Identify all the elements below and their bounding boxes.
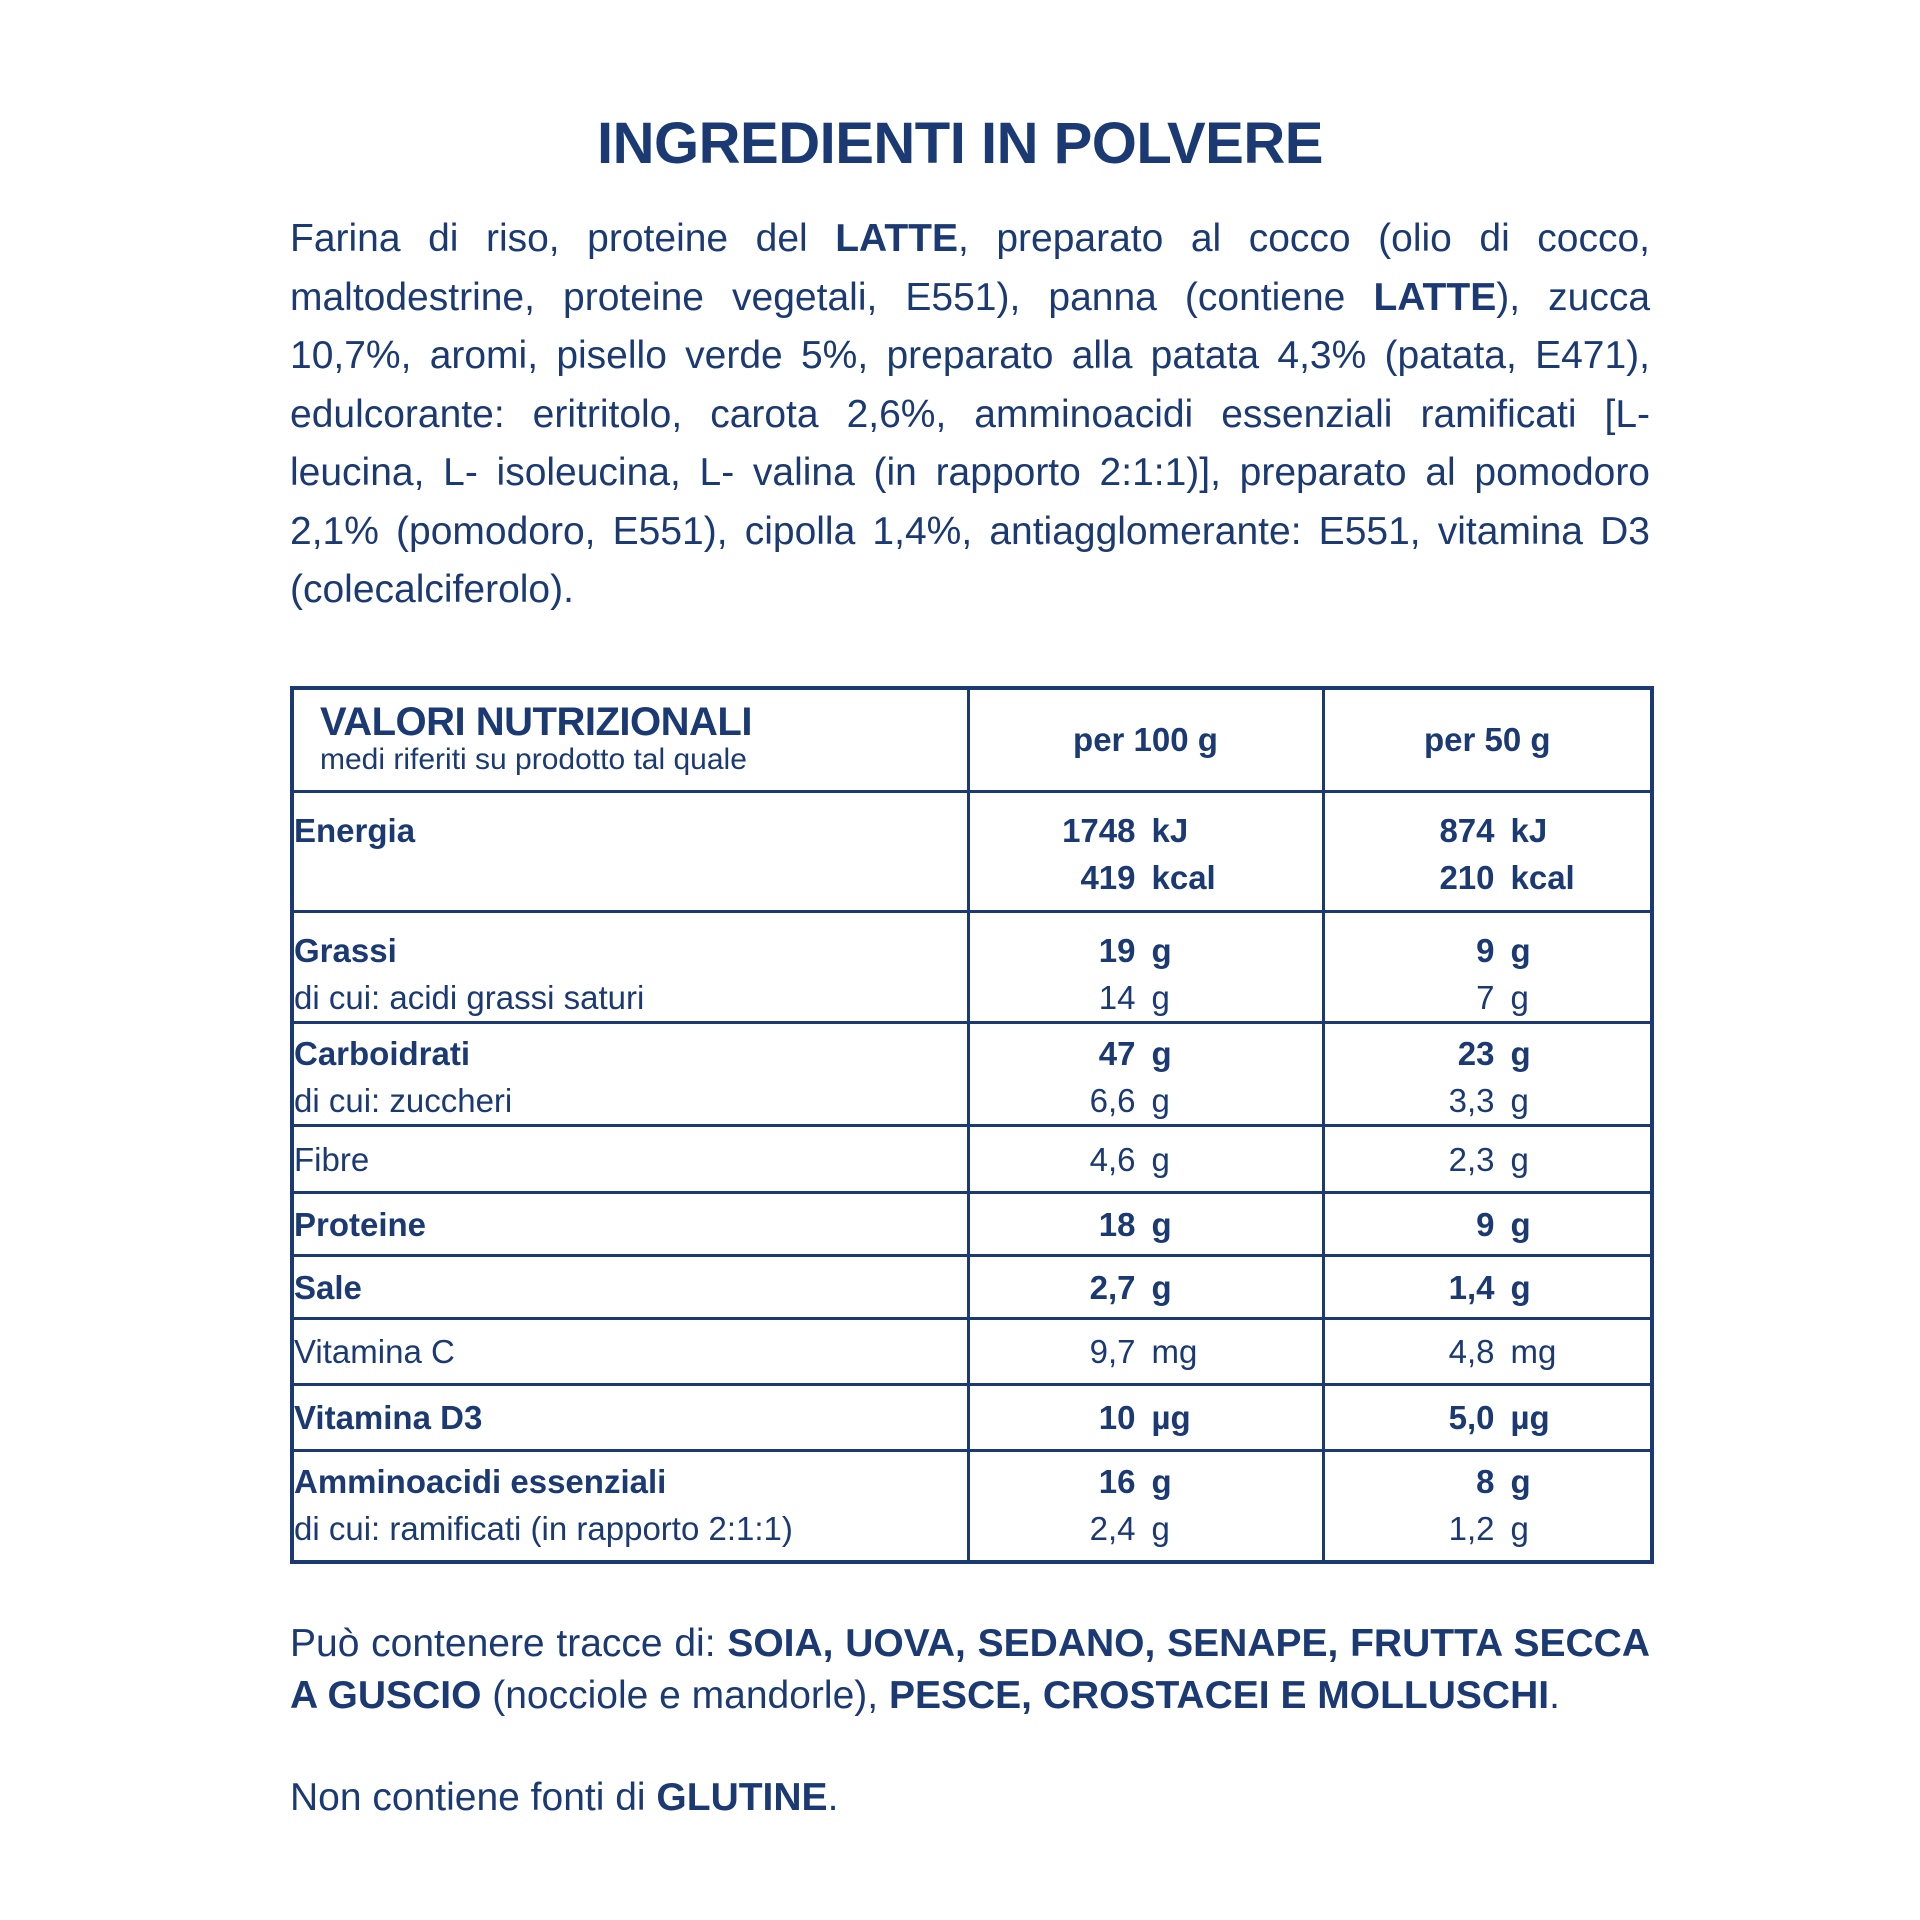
table-subtitle: medi riferiti su prodotto tal quale bbox=[320, 743, 747, 776]
unit: kcal bbox=[1151, 859, 1216, 896]
row-label: Fibre bbox=[294, 1140, 370, 1178]
row-sublabel: di cui: ramificati (in rapporto 2:1:1) bbox=[294, 1510, 793, 1547]
unit: g bbox=[1151, 1140, 1170, 1178]
column-header-per-100g: per 100 g bbox=[968, 688, 1323, 792]
gluten-free-note: Non contiene fonti di GLUTINE. bbox=[290, 1776, 839, 1819]
table-row bbox=[292, 1193, 1652, 1256]
value: 1748 bbox=[1062, 812, 1136, 849]
column-header-per-50g: per 50 g bbox=[1323, 688, 1652, 792]
unit: g bbox=[1151, 1035, 1172, 1072]
value: 18 bbox=[1098, 1205, 1136, 1243]
value: 14 bbox=[1098, 979, 1136, 1016]
value: 2,7 bbox=[1089, 1268, 1136, 1306]
table-row bbox=[292, 1319, 1652, 1385]
unit: g bbox=[1151, 1510, 1170, 1547]
unit: g bbox=[1510, 1510, 1529, 1547]
value: 47 bbox=[1098, 1035, 1136, 1072]
unit: µg bbox=[1151, 1399, 1191, 1436]
unit: g bbox=[1510, 1140, 1529, 1178]
row-label: Amminoacidi essenziali bbox=[294, 1463, 667, 1500]
table-row bbox=[292, 1451, 1652, 1562]
unit: kcal bbox=[1510, 859, 1575, 896]
unit: g bbox=[1510, 979, 1529, 1016]
unit: mg bbox=[1510, 1333, 1557, 1370]
unit: g bbox=[1510, 1268, 1531, 1306]
row-label: Sale bbox=[294, 1268, 362, 1306]
unit: mg bbox=[1151, 1333, 1198, 1370]
value: 1,2 bbox=[1448, 1510, 1495, 1547]
row-label: Grassi bbox=[294, 932, 397, 969]
value: 874 bbox=[1439, 812, 1495, 849]
table-title: VALORI NUTRIZIONALI bbox=[320, 700, 752, 744]
table-header-row bbox=[292, 688, 1652, 792]
table-row bbox=[292, 792, 1652, 912]
value: 5,0 bbox=[1448, 1399, 1495, 1436]
table-header-label bbox=[292, 688, 968, 792]
value: 16 bbox=[1098, 1463, 1136, 1500]
unit: g bbox=[1151, 932, 1172, 969]
unit: g bbox=[1510, 1082, 1529, 1119]
row-label: Proteine bbox=[294, 1205, 427, 1243]
value: 7 bbox=[1476, 979, 1495, 1016]
row-label: Energia bbox=[294, 812, 416, 849]
row-sublabel: di cui: acidi grassi saturi bbox=[294, 979, 645, 1016]
value: 4,6 bbox=[1089, 1140, 1136, 1178]
table-row bbox=[292, 1385, 1652, 1451]
value: 419 bbox=[1080, 859, 1136, 896]
unit: g bbox=[1510, 1463, 1531, 1500]
value: 9 bbox=[1476, 1205, 1495, 1243]
unit: g bbox=[1151, 1082, 1170, 1119]
row-label: Vitamina C bbox=[294, 1333, 455, 1370]
value: 210 bbox=[1439, 859, 1495, 896]
value: 10 bbox=[1098, 1399, 1136, 1436]
table-row bbox=[292, 1023, 1652, 1126]
unit: kJ bbox=[1510, 812, 1548, 849]
value: 9,7 bbox=[1089, 1333, 1136, 1370]
value: 1,4 bbox=[1448, 1268, 1495, 1306]
table-row bbox=[292, 912, 1652, 1023]
value: 19 bbox=[1098, 932, 1136, 969]
row-label: Carboidrati bbox=[294, 1035, 471, 1072]
unit: g bbox=[1510, 1035, 1531, 1072]
value: 6,6 bbox=[1089, 1082, 1136, 1119]
unit: g bbox=[1151, 1268, 1172, 1306]
value: 3,3 bbox=[1448, 1082, 1495, 1119]
unit: g bbox=[1151, 979, 1170, 1016]
value: 2,4 bbox=[1089, 1510, 1136, 1547]
unit: g bbox=[1510, 1205, 1531, 1243]
value: 23 bbox=[1457, 1035, 1495, 1072]
row-label: Vitamina D3 bbox=[294, 1399, 483, 1436]
row-sublabel: di cui: zuccheri bbox=[294, 1082, 513, 1119]
value: 2,3 bbox=[1448, 1140, 1495, 1178]
unit: g bbox=[1510, 932, 1531, 969]
allergen-warning: Può contenere tracce di: SOIA, UOVA, SEDANO, SENAPE, FRUTTA SECCA A GUSCIO (nocciole e mandorle), PESCE, CROSTACEI E MOLLUSCHI. bbox=[290, 1622, 1650, 1717]
value: 9 bbox=[1476, 932, 1495, 969]
nutrition-table bbox=[290, 686, 1654, 1564]
unit: µg bbox=[1510, 1399, 1550, 1436]
value: 8 bbox=[1476, 1463, 1495, 1500]
unit: g bbox=[1151, 1205, 1172, 1243]
unit: g bbox=[1151, 1463, 1172, 1500]
table-row bbox=[292, 1256, 1652, 1319]
unit: kJ bbox=[1151, 812, 1189, 849]
page-title: INGREDIENTI IN POLVERE bbox=[597, 111, 1323, 176]
value: 4,8 bbox=[1448, 1333, 1495, 1370]
table-row bbox=[292, 1126, 1652, 1193]
ingredients-text: Farina di riso, proteine del LATTE, preparato al cocco (olio di cocco, maltodestrine, proteine vegetali, E551), panna (contiene LATTE), zucca 10,7%, aromi, pisello verde 5%, preparato alla patata 4,3% (patata, E471), edulcorante: eritritolo, carota 2,6%, amminoacidi essenziali ramificati [L- leucina, L- isoleucina, L- valina (in rapporto 2:1:1)], preparato al pomodoro 2,1% (pomodoro, E551), cipolla 1,4%, antiagglomerante: E551, vitamina D3 (colecalciferolo). bbox=[290, 217, 1651, 611]
